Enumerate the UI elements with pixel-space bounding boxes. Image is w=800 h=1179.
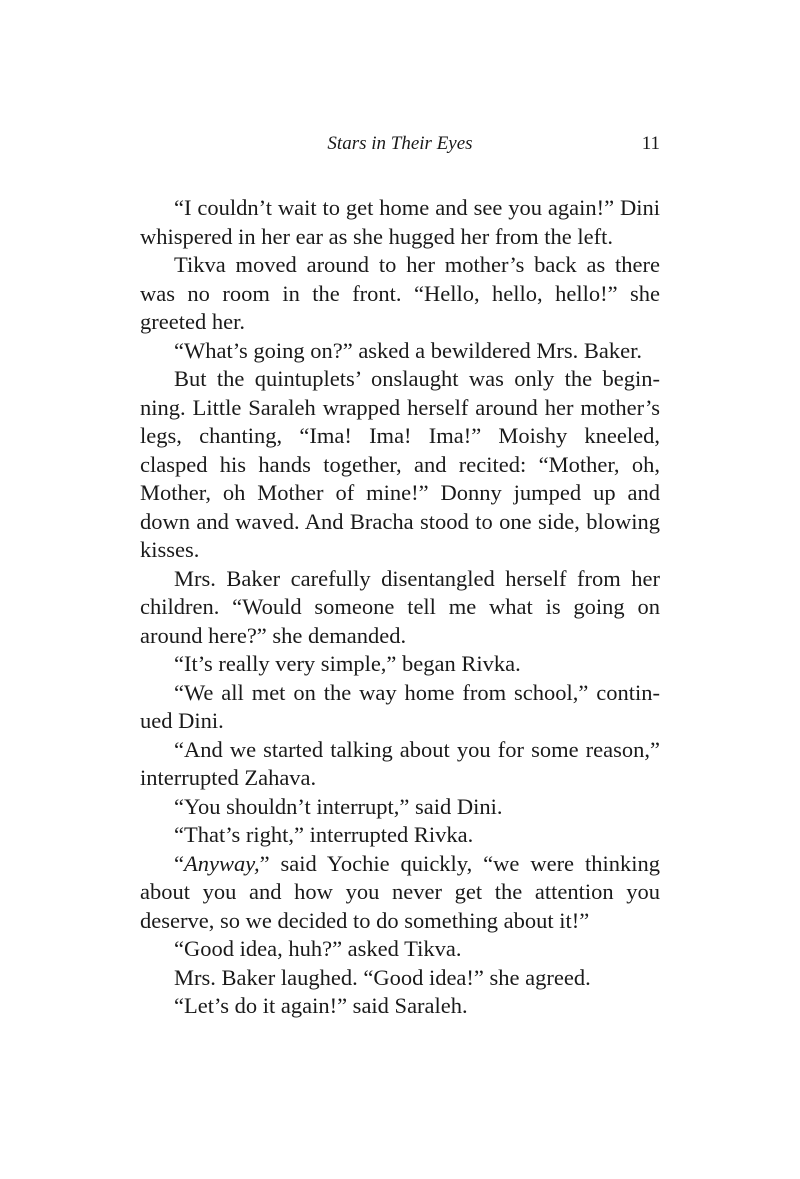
paragraph-text: ” said Yochie quickly, “we were thinking about you and how you never get the attention you deserve, so we decided to do something about it!” [140,850,660,933]
paragraph: “It’s really very simple,” began Rivka. [174,651,521,676]
paragraph: “And we started talking about you for some reason,” interrupted Zahava. [140,736,660,790]
body-text [140,194,660,1021]
running-title: Stars in Their Eyes [327,133,473,154]
paragraph: “Good idea, huh?” asked Tikva. [174,936,462,961]
paragraph: Mrs. Baker laughed. “Good idea!” she agreed. [174,964,591,990]
paragraph: “That’s right,” interrupted Rivka. [174,822,474,847]
paragraph: Mrs. Baker carefully disentangled herself from her children. “Would someone tell me what is going on around here?” she demanded. [140,565,660,648]
paragraph: “Let’s do it again!” said Saraleh. [174,993,468,1018]
paragraph: “I couldn’t wait to get home and see you again!” Dini whispered in her ear as she hugged her from the left. [140,195,660,249]
paragraph [140,850,660,936]
paragraph: Tikva moved around to her mother’s back as there was no room in the front. “Hello, hello, hello!” she greeted her. [140,252,660,334]
paragraph: “You shouldn’t interrupt,” said Dini. [174,793,503,819]
italic-word: Anyway, [184,850,260,876]
paragraph: “We all met on the way home from school,” continued Dini. [140,679,660,733]
paragraph: “What’s going on?” asked a bewildered Mrs. Baker. [174,337,642,363]
opening-quote: “ [174,850,184,876]
running-header [140,130,660,158]
paragraph: But the quintuplets’ onslaught was only the beginning. Little Saraleh wrapped herself around her mother’s legs, chanting, “Ima! Ima! Ima!” Moishy kneeled, clasped his hands together, and recited: “Mother, oh, Mother, oh Mother of mine!” Donny jumped up and down and waved. And Bracha stood to one side, blowing kisses. [140,366,660,562]
page-number: 11 [641,133,660,154]
